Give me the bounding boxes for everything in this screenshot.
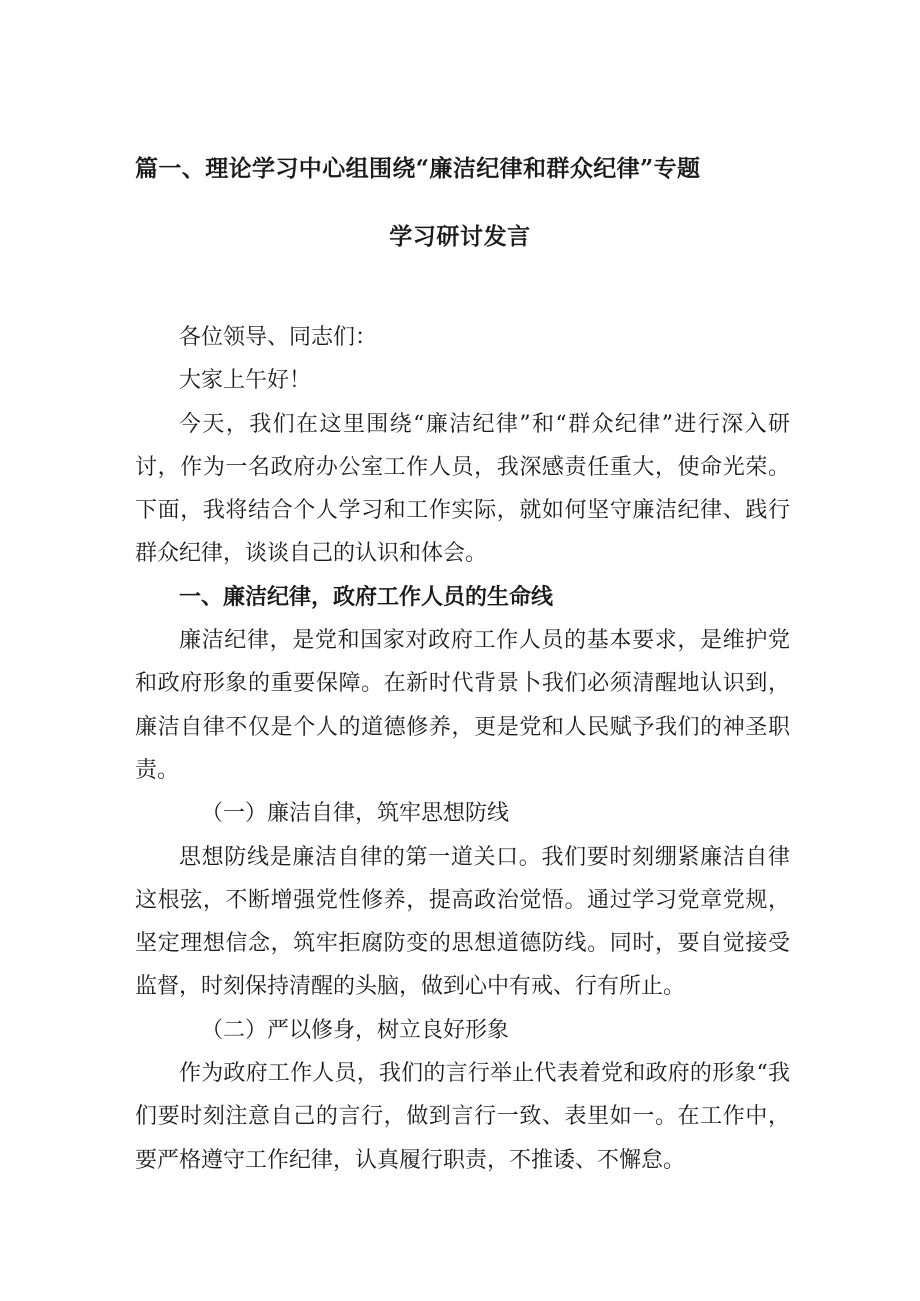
subsection-heading-2: （二）严以修身，树立良好形象 — [201, 1017, 510, 1043]
document-title-line1: 篇一、理论学习中心组围绕“廉洁纪律和群众纪律”专题 — [135, 155, 701, 182]
subsection-2-paragraph: 作为政府工作人员，我们的言行举止代表着党和政府的形象“我们要时刻注意自己的言行，做到言行一致、表里如一。在工作中，要严格遵守工作纪律，认真履行职责，不推诿、不懈怠。 — [135, 1061, 790, 1173]
section-1-paragraph: 廉洁纪律，是党和国家对政府工作人员的基本要求，是维护党和政府形象的重要保障。在新时代背景卜我们必须清醒地认识到，廉洁自律不仅是个人的道德修养，更是党和人民赋予我们的神圣职责。 — [135, 628, 790, 783]
document-title-line2: 学习研讨发言 — [389, 223, 531, 250]
subsection-heading-1: （一）廉洁自律，筑牢思想防线 — [201, 801, 510, 827]
salutation: 各位领导、同志们： — [179, 325, 378, 350]
greeting: 大家上午好！ — [179, 368, 312, 394]
document-body — [135, 316, 790, 1182]
subsection-1-paragraph: 思想防线是廉洁自律的第一道关口。我们要时刻绷紧廉洁自律这根弦，不断增强党性修养，提高政治觉悟。通过学习党章党规，坚定理想信念，筑牢拒腐防变的思想道德防线。同时，要自觉接受监督，时刻保持清醒的头脑，做到心中有戒、行有所止。 — [135, 844, 790, 1000]
intro-paragraph: 今天，我们在这里围绕“廉洁纪律”和“群众纪律”进行深入研讨，作为一名政府办公室工作人员，我深感责任重大，使命光荣。下面，我将结合个人学习和工作实际，就如何坚守廉洁纪律、践行群众纪律，谈谈自己的认识和体会。 — [135, 411, 790, 567]
section-heading-1: 一、廉洁纪律，政府工作人员的生命线 — [179, 583, 554, 610]
